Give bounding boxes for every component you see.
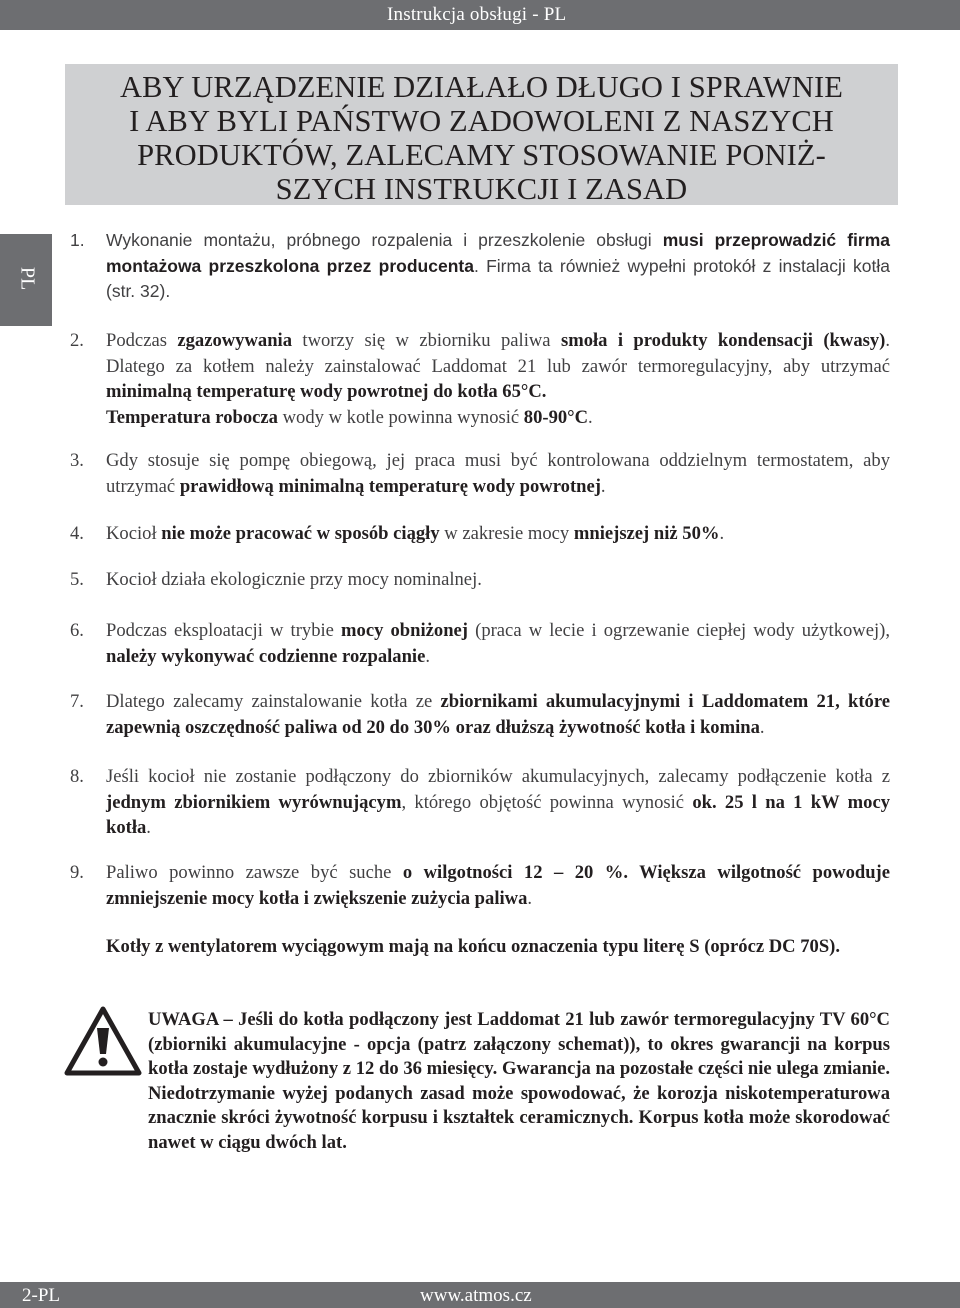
title-line: ABY URZĄDZENIE DZIAŁAŁO DŁUGO I SPRAWNIE: [119, 70, 843, 104]
text: w zakresie mocy: [439, 523, 574, 544]
bold-text: zgazowywania: [177, 330, 292, 351]
title-box: [65, 64, 898, 205]
item-number: 5.: [70, 569, 84, 590]
instruction-item-2: [70, 328, 890, 430]
text: .: [588, 406, 593, 428]
text: , którego objętość powinna wynosić: [401, 791, 693, 813]
bold-text: zbiornikami akumulacyjnymi i Laddomatem 21, które zapewnią oszczędność paliwa od 20 do 30% oraz dłuższą żywotność kotła i komina: [106, 691, 890, 738]
bold-text: 80-90°C: [523, 406, 589, 428]
header-bar: [0, 0, 960, 30]
instruction-item-5: [70, 567, 890, 593]
instruction-item-1: [70, 228, 890, 305]
bold-text: Temperatura robocza: [106, 406, 278, 428]
text: .: [600, 475, 606, 497]
item-text: [106, 618, 890, 669]
text: .: [759, 716, 765, 738]
text: Dlatego zalecamy zainstalowanie kotła ze: [106, 691, 441, 712]
bold-text: o wilgotności 12 – 20 %. Większa wilgotność powoduje zmniejszenie mocy kotła i zwiększenie zużycia paliwa: [106, 862, 891, 909]
item-number: 7.: [70, 691, 84, 712]
text: Paliwo powinno zawsze być suche: [106, 862, 403, 883]
instruction-item-4: [70, 521, 890, 547]
text: Jeśli kocioł nie zostanie podłączony do zbiorników akumulacyjnych, zalecamy podłączenie kotła z: [106, 766, 890, 787]
language-label: PL: [16, 266, 39, 291]
bold-text: należy wykonywać codzienne rozpalanie: [106, 645, 426, 667]
text: tworzy się w zbiorniku paliwa: [292, 330, 561, 351]
item-text: [106, 328, 890, 430]
item-number: 8.: [70, 766, 84, 787]
item-number: 6.: [70, 620, 84, 641]
language-side-tab: [0, 234, 52, 326]
footer-bar: [0, 1282, 960, 1308]
item-text: [106, 689, 890, 740]
bold-text: nie może pracować w sposób ciągły: [161, 523, 440, 544]
item-text: [106, 764, 890, 841]
bold-text: mniejszej niż 50%: [573, 523, 720, 544]
text: Wykonanie montażu, próbnego rozpalenia i przeszkolenie obsługi: [106, 230, 663, 250]
text: Podczas eksploatacji w trybie: [106, 620, 342, 641]
text: Kocioł: [106, 523, 162, 544]
header-title: Instrukcja obsługi - PL: [387, 4, 567, 25]
warranty-warning: UWAGA – Jeśli do kotła podłączony jest Laddomat 21 lub zawór termoregulacyjny TV 60°C (zbiorniki akumulacyjne - opcja (patrz załączony schemat)), to okres gwarancji na korpus kotła zostaje wydłużony z 12 do 36 miesięcy. Gwarancja na pozostałe części nie ulega zmianie. Niedotrzymanie wyżej podanych zasad może spowodować, że korozja niskotemperaturowa znacznie skróci żywotność korpusu i kształtek ceramicznych. Korpus kotła może skorodować nawet w ciągu dwóch lat.: [148, 1009, 890, 1153]
title-line: I ABY BYLI PAŃSTWO ZADOWOLENI Z NASZYCH: [129, 104, 834, 138]
item-text: [106, 521, 890, 547]
bold-text: mocy obniżonej: [341, 620, 468, 641]
item-number: 9.: [70, 862, 84, 883]
instruction-item-8: [70, 764, 890, 841]
text: .: [425, 645, 431, 667]
fan-note: Kotły z wentylatorem wyciągowym mają na końcu oznaczenia typu literę S (oprócz DC 70S).: [106, 936, 841, 957]
text: (praca w lecie i ogrzewanie ciepłej wody użytkowej),: [468, 620, 890, 641]
item-text: [106, 567, 890, 593]
item-number: 1.: [70, 230, 85, 250]
instruction-item-3: [70, 448, 890, 499]
page-title: [65, 64, 898, 206]
item-number: 3.: [70, 450, 84, 471]
instruction-item-9: [70, 860, 890, 911]
bold-text: jednym zbiornikiem wyrównującym: [106, 791, 402, 813]
bold-text: musi przeprowadzić firma montażowa przeszkolona przez producenta: [106, 230, 891, 276]
item-number: 4.: [70, 523, 84, 544]
instruction-item-6: [70, 618, 890, 669]
text: wody w kotle powinna wynosić: [277, 406, 524, 428]
text: . Dlatego za kotłem należy zainstalować Laddomat 21 lub zawór termoregulacyjny, aby utrzymać: [106, 330, 890, 377]
text: . Firma ta również wypełni protokół z instalacji kotła (str. 32).: [106, 255, 891, 301]
text: Podczas: [106, 330, 178, 351]
title-line: SZYCH INSTRUKCJI I ZASAD: [275, 172, 688, 206]
text: Gdy stosuje się pompę obiegową, jej praca musi być kontrolowana oddzielnym termostatem, aby utrzymać: [106, 450, 890, 497]
bold-text: smoła i produkty kondensacji (kwasy): [560, 330, 886, 351]
title-line: PRODUKTÓW, ZALECAMY STOSOWANIE PONIŻ-: [137, 138, 826, 172]
text: .: [146, 817, 151, 838]
bold-text: ok. 25 l na 1 kW mocy kotła: [106, 791, 890, 838]
item-text: [106, 448, 890, 499]
item-number: 2.: [70, 330, 84, 351]
bold-text: minimalną temperaturę wody powrotnej do kotła 65°C.: [106, 381, 547, 402]
page-number: 2-PL: [22, 1285, 60, 1306]
warning-triangle-icon: [64, 1006, 142, 1076]
text: .: [719, 523, 725, 544]
item-text: [106, 228, 890, 305]
item-text: [106, 860, 890, 911]
text: Kocioł działa ekologicznie przy mocy nominalnej.: [106, 569, 482, 590]
footer-url[interactable]: www.atmos.cz: [420, 1285, 532, 1306]
instruction-item-7: [70, 689, 890, 740]
text: .: [527, 887, 533, 909]
bold-text: prawidłową minimalną temperaturę wody powrotnej: [179, 475, 601, 497]
